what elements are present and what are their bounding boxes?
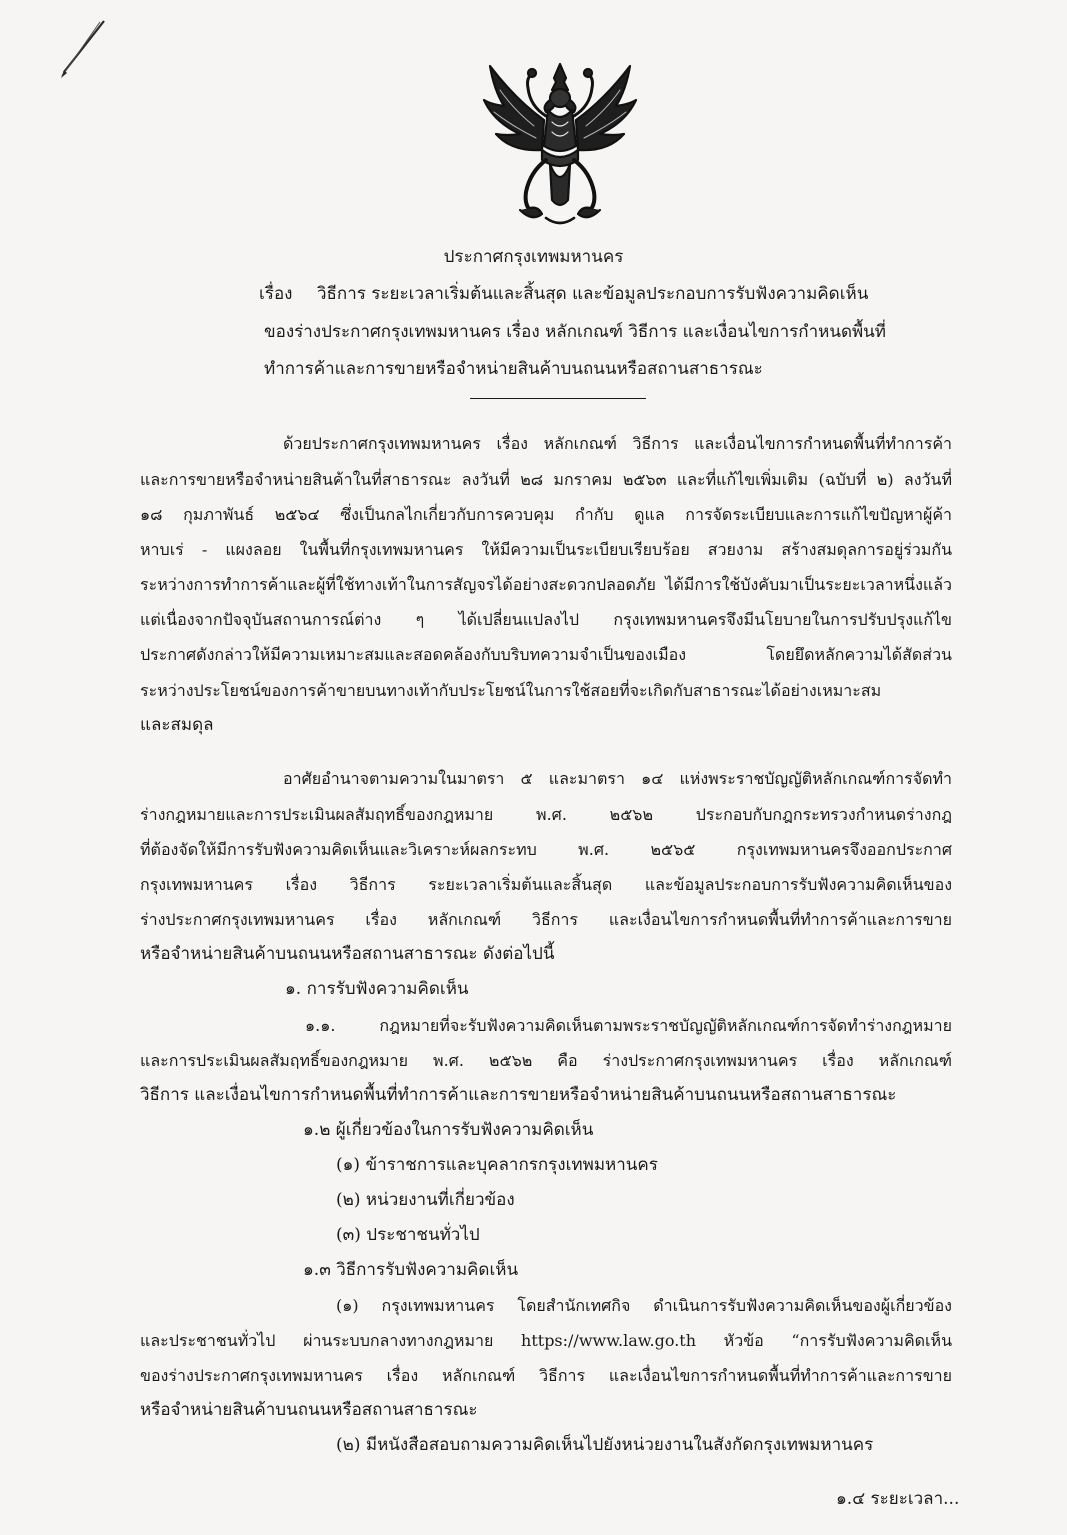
header-divider — [470, 398, 646, 399]
para2-line: ร่างประกาศกรุงเทพมหานคร เรื่อง หลักเกณฑ์ วิธีการ และเงื่อนไขการกำหนดพื้นที่ทำการค้าและการขาย — [140, 910, 952, 929]
s1-2-item: (๓) ประชาชนทั่วไป — [336, 1225, 480, 1245]
s1-2-item: (๑) ข้าราชการและบุคลากรกรุงเทพมหานคร — [336, 1155, 658, 1175]
s1-2-heading: ๑.๒ ผู้เกี่ยวข้องในการรับฟังความคิดเห็น — [303, 1120, 594, 1140]
para1-line: ๑๘ กุมภาพันธ์ ๒๕๖๔ ซึ่งเป็นกลไกเกี่ยวกับการควบคุม กำกับ ดูแล การจัดระเบียบและการแก้ไขปัญหาผู้ค้า — [140, 505, 952, 524]
para2-line: ที่ต้องจัดให้มีการรับฟังความคิดเห็นและวิเคราะห์ผลกระทบ พ.ศ. ๒๕๖๕ กรุงเทพมหานครจึงออกประกาศ — [140, 840, 952, 859]
subject-label: เรื่อง — [259, 284, 293, 304]
continued-catchword: ๑.๔ ระยะเวลา... — [836, 1489, 960, 1509]
para2-line: กรุงเทพมหานคร เรื่อง วิธีการ ระยะเวลาเริ่มต้นและสิ้นสุด และข้อมูลประกอบการรับฟังความคิดเห็นของ — [140, 875, 952, 894]
s1-1-line: ๑.๑. กฎหมายที่จะรับฟังความคิดเห็นตามพระราชบัญญัติหลักเกณฑ์การจัดทำร่างกฎหมาย — [305, 1016, 952, 1035]
para2-line: ร่างกฎหมายและการประเมินผลสัมฤทธิ์ของกฎหมาย พ.ศ. ๒๕๖๒ ประกอบกับกฎกระทรวงกำหนดร่างกฎ — [140, 805, 952, 824]
issuer-title: ประกาศกรุงเทพมหานคร — [443, 247, 624, 267]
subject-line-3: ทำการค้าและการขายหรือจำหน่ายสินค้าบนถนนหรือสถานสาธารณะ — [264, 359, 763, 379]
para1-line: ระหว่างการทำการค้าและผู้ที่ใช้ทางเท้าในการสัญจรได้อย่างสะดวกปลอดภัย ได้มีการใช้บังคับมาเป็นระยะเวลาหนึ่งแล้ว — [140, 575, 952, 594]
subject-line-1: วิธีการ ระยะเวลาเริ่มต้นและสิ้นสุด และข้อมูลประกอบการรับฟังความคิดเห็น — [317, 284, 869, 304]
s1-1-line: วิธีการ และเงื่อนไขการกำหนดพื้นที่ทำการค้าและการขายหรือจำหน่ายสินค้าบนถนนหรือสถานสาธารณะ — [140, 1085, 897, 1105]
s1-3-item1-line: ของร่างประกาศกรุงเทพมหานคร เรื่อง หลักเกณฑ์ วิธีการ และเงื่อนไขการกำหนดพื้นที่ทำการค้าและการขาย — [140, 1366, 952, 1385]
pen-stroke-mark-icon — [58, 18, 108, 80]
subject-line-2: ของร่างประกาศกรุงเทพมหานคร เรื่อง หลักเกณฑ์ วิธีการ และเงื่อนไขการกำหนดพื้นที่ — [264, 322, 887, 342]
s1-1-line: และการประเมินผลสัมฤทธิ์ของกฎหมาย พ.ศ. ๒๕๖๒ คือ ร่างประกาศกรุงเทพมหานคร เรื่อง หลักเกณฑ์ — [140, 1051, 952, 1070]
para1-line: และสมดุล — [140, 715, 214, 735]
para1-line: ด้วยประกาศกรุงเทพมหานคร เรื่อง หลักเกณฑ์ วิธีการ และเงื่อนไขการกำหนดพื้นที่ทำการค้า — [283, 434, 952, 453]
s1-3-item1-line: และประชาชนทั่วไป ผ่านระบบกลางทางกฎหมาย https://www.law.go.th หัวข้อ “การรับฟังความคิดเห็น — [140, 1331, 952, 1350]
s1-3-item1-line: หรือจำหน่ายสินค้าบนถนนหรือสถานสาธารณะ — [140, 1400, 478, 1420]
section1-heading: ๑. การรับฟังความคิดเห็น — [285, 979, 469, 999]
s1-3-heading: ๑.๓ วิธีการรับฟังความคิดเห็น — [303, 1260, 519, 1280]
para1-line: ระหว่างประโยชน์ของการค้าขายบนทางเท้ากับประโยชน์ในการใช้สอยที่จะเกิดกับสาธารณะได้อย่างเหมาะสม — [140, 681, 882, 700]
para1-line: หาบเร่ - แผงลอย ในพื้นที่กรุงเทพมหานคร ให้มีความเป็นระเบียบเรียบร้อย สวยงาม สร้างสมดุลการอยู่ร่วมกัน — [140, 540, 952, 559]
para1-line: แต่เนื่องจากปัจจุบันสถานการณ์ต่าง ๆ ได้เปลี่ยนแปลงไป กรุงเทพมหานครจึงมีนโยบายในการปรับปรุงแก้ไข — [140, 610, 952, 629]
s1-3-item1-line: (๑) กรุงเทพมหานคร โดยสำนักเทศกิจ ดำเนินการรับฟังความคิดเห็นของผู้เกี่ยวข้อง — [336, 1296, 952, 1315]
garuda-emblem-icon — [480, 60, 640, 230]
para1-line: และการขายหรือจำหน่ายสินค้าในที่สาธารณะ ลงวันที่ ๒๘ มกราคม ๒๕๖๓ และที่แก้ไขเพิ่มเติม (ฉบับที่ ๒) ลงวันที่ — [140, 470, 952, 489]
s1-3-item2: (๒) มีหนังสือสอบถามความคิดเห็นไปยังหน่วยงานในสังกัดกรุงเทพมหานคร — [336, 1435, 874, 1455]
para1-line: ประกาศดังกล่าวให้มีความเหมาะสมและสอดคล้องกับบริบทความจำเป็นของเมือง โดยยึดหลักความได้สัดส่วน — [140, 645, 952, 664]
para2-line: อาศัยอำนาจตามความในมาตรา ๕ และมาตรา ๑๔ แห่งพระราชบัญญัติหลักเกณฑ์การจัดทำ — [283, 769, 952, 788]
para2-line: หรือจำหน่ายสินค้าบนถนนหรือสถานสาธารณะ ดังต่อไปนี้ — [140, 944, 555, 964]
s1-2-item: (๒) หน่วยงานที่เกี่ยวข้อง — [336, 1190, 515, 1210]
